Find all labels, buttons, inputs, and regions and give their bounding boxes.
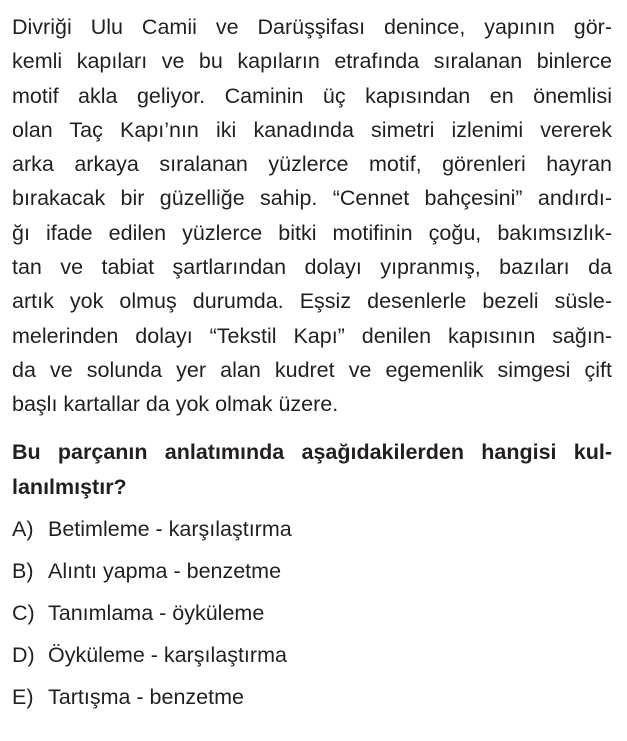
option-text: Betimleme - karşılaştırma	[48, 517, 292, 541]
option-e[interactable]	[12, 680, 612, 722]
question-line: Bu parçanın anlatımında aşağıdakilerden hangisi kul-	[12, 440, 612, 464]
option-text: Öyküleme - karşılaştırma	[48, 643, 287, 667]
option-letter: D)	[12, 643, 35, 667]
option-b[interactable]	[12, 554, 612, 596]
option-d[interactable]	[12, 638, 612, 680]
passage-line: kemli kapıları ve bu kapıların etrafında sıralanan binlerce	[12, 49, 612, 74]
option-text: Alıntı yapma - benzetme	[48, 559, 282, 583]
passage-line: melerinden dolayı “Tekstil Kapı” denilen kapısının sağın-	[12, 323, 612, 348]
option-c[interactable]	[12, 596, 612, 638]
option-text: Tanımlama - öyküleme	[48, 601, 265, 625]
passage-line: bırakacak bir güzelliğe sahip. “Cennet bahçesini” andırdı-	[12, 186, 612, 211]
passage-line: Divriği Ulu Camii ve Darüşşifası denince, yapının gör-	[12, 15, 612, 39]
option-letter: B)	[12, 559, 34, 583]
answer-options	[12, 512, 612, 722]
reading-passage	[12, 10, 612, 422]
passage-line: da ve solunda yer alan kudret ve egemenlik simgesi çift	[12, 357, 612, 382]
passage-line: artık yok olmuş durumda. Eşsiz desenlerle bezeli süsle-	[12, 289, 612, 314]
passage-line: arka arkaya sıralanan yüzlerce motif, görenleri hayran	[12, 152, 612, 177]
passage-line: motif akla geliyor. Caminin üç kapısından en önemlisi	[12, 83, 612, 108]
question-stem	[12, 435, 612, 504]
passage-line: ğı ifade edilen yüzlerce bitki motifinin çoğu, bakımsızlık-	[12, 220, 612, 245]
passage-line: başlı kartallar da yok olmak üzere.	[12, 392, 339, 417]
option-a[interactable]	[12, 512, 612, 554]
option-letter: E)	[12, 685, 34, 709]
question-line: lanılmıştır?	[12, 474, 127, 499]
option-text: Tartışma - benzetme	[48, 685, 244, 709]
passage-line: olan Taç Kapı’nın iki kanadında simetri izlenimi vererek	[12, 117, 612, 142]
option-letter: A)	[12, 517, 34, 541]
option-letter: C)	[12, 601, 35, 625]
passage-line: tan ve tabiat şartlarından dolayı yıpranmış, bazıları da	[12, 255, 612, 280]
